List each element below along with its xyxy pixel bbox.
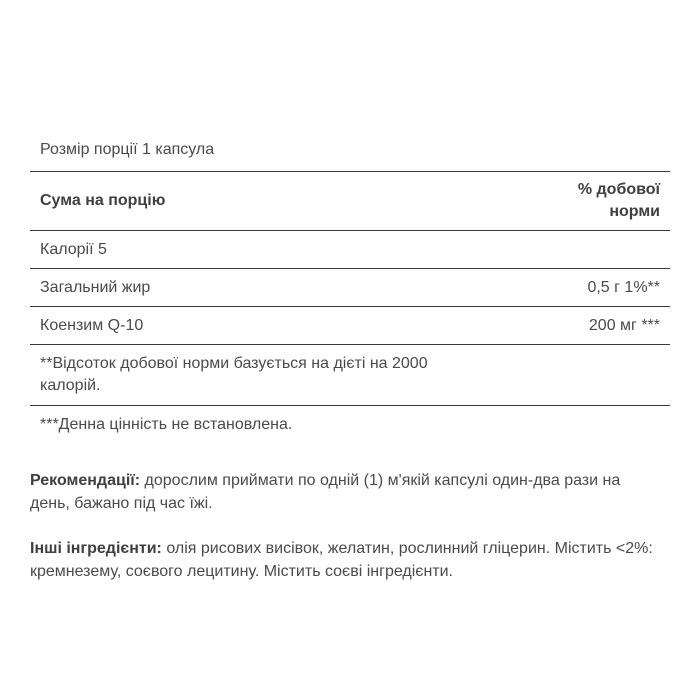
daily-value-header-line2: норми [609, 203, 660, 220]
serving-size-row [30, 128, 670, 172]
other-ingredients-paragraph [30, 537, 670, 583]
not-established-note-row [30, 406, 670, 444]
other-ingredients-text: олія рисових висівок, желатин, рослинний гліцерин. Містить <2%: кремнезему, соєвого лецитину. Містить соєві інгредієнти. [30, 540, 653, 580]
daily-value-header-line1: % добової [577, 181, 660, 198]
daily-value-note-row [30, 345, 670, 406]
row-value-coq10: 200 мг *** [406, 307, 670, 345]
table-header-row [30, 172, 670, 231]
not-established-note: ***Денна цінність не встановлена. [40, 415, 293, 433]
table-row [30, 231, 670, 269]
serving-size-text: Розмір порції 1 капсула [30, 128, 670, 172]
other-ingredients-label: Інші інгредієнти: [30, 540, 162, 557]
table-row [30, 269, 670, 307]
row-value-total-fat: 0,5 г 1%** [406, 269, 670, 307]
row-value-calories [406, 231, 670, 269]
row-label-calories: Калорії 5 [30, 231, 406, 269]
table-row [30, 307, 670, 345]
nutrition-table [30, 128, 670, 443]
row-label-coq10: Коензим Q-10 [30, 307, 406, 345]
row-label-total-fat: Загальний жир [30, 269, 406, 307]
daily-value-header [406, 172, 670, 231]
amount-per-serving-header: Сума на порцію [30, 172, 406, 231]
recommendations-text: дорослим приймати по одній (1) м'якій капсулі один-два рази на день, бажано під час їжі. [30, 472, 621, 512]
recommendations-paragraph [30, 469, 670, 515]
supplement-facts [30, 128, 670, 583]
daily-value-note: **Відсоток добової норми базується на дієті на 2000 калорій. [30, 345, 670, 406]
recommendations-label: Рекомендації: [30, 472, 141, 489]
